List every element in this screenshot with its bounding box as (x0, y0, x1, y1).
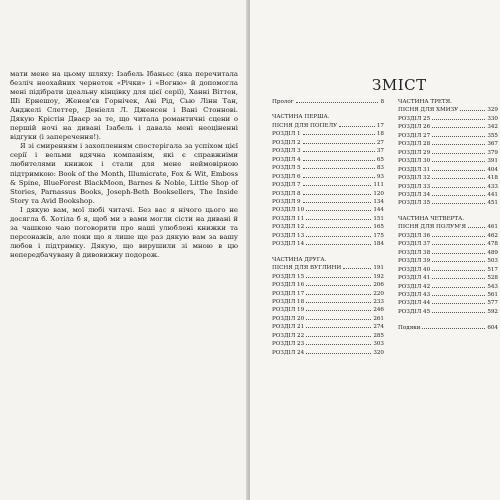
toc-page-number: 18 (376, 131, 384, 138)
toc-entry[interactable] (398, 232, 498, 240)
dot-leader (432, 136, 485, 137)
toc-page-number: 503 (487, 258, 498, 265)
toc-page-number: 543 (487, 283, 498, 290)
toc-entry-label: РОЗДІЛ 1 (272, 131, 301, 138)
toc-entry-label: РОЗДІЛ 35 (398, 200, 431, 207)
toc-column-left (272, 98, 384, 357)
toc-entry[interactable] (272, 240, 384, 248)
toc-page-number: 528 (487, 275, 498, 282)
toc-entry[interactable] (272, 130, 384, 138)
toc-entry[interactable] (398, 191, 498, 199)
dot-leader (432, 303, 485, 304)
toc-page-number: 329 (487, 107, 498, 114)
toc-entry[interactable] (272, 173, 384, 181)
dot-leader (306, 310, 371, 311)
toc-page-number: 93 (376, 173, 384, 180)
toc-entry-label: РОЗДІЛ 32 (398, 175, 431, 182)
toc-entry-label: РОЗДІЛ 3 (272, 148, 301, 155)
dot-leader (432, 178, 485, 179)
toc-page-number: 151 (373, 215, 384, 222)
paragraph: мати мене на цьому шляху: Ізабель Ібаньєс (яка перечитала безліч неохайних чернеток «Річки» і «Вогню» й допомогла мені підібрати ідеальну кінцівку для цієї серії), Ханні Віттен, Ші Ернешоу, Женев'єв Горнічек, Аві Рід, Сью Лінн Тан, Анджелі Слеттер, Деніелл Л. Дженсен і Вані Стоннові. Дякую Крістін Дваєр за те, що читала романтичні сцени о першій ночі на дивані Ізабель і давала мені неоціненні відгуки (і заперечення!). (10, 70, 238, 142)
toc-entry-label: РОЗДІЛ 22 (272, 332, 305, 339)
toc-entry-label: РОЗДІЛ 11 (272, 215, 305, 222)
toc-page-number: 175 (373, 232, 384, 239)
toc-page-number: 144 (373, 207, 384, 214)
toc-entry-label: РОЗДІЛ 19 (272, 307, 305, 314)
toc-entry[interactable] (398, 249, 498, 257)
dot-leader (303, 151, 375, 152)
toc-entry[interactable] (272, 147, 384, 155)
toc-entry-label: РОЗДІЛ 28 (398, 141, 431, 148)
toc-entry[interactable] (272, 298, 384, 306)
toc-entry-label: РОЗДІЛ 20 (272, 315, 305, 322)
dot-leader (432, 195, 485, 196)
toc-entry[interactable] (398, 299, 498, 307)
left-page (0, 0, 248, 500)
toc-page-number: 404 (487, 166, 498, 173)
toc-entry[interactable] (272, 215, 384, 223)
toc-page-number: 220 (373, 290, 384, 297)
dot-leader (303, 134, 375, 135)
toc-page-number: 206 (373, 282, 384, 289)
dot-leader (432, 287, 485, 288)
toc-entry[interactable] (398, 149, 498, 157)
toc-entry-label: РОЗДІЛ 23 (272, 341, 305, 348)
toc-entry-label: РОЗДІЛ 40 (398, 266, 431, 273)
toc-entry-label: Подяки (398, 325, 421, 332)
dot-leader (432, 295, 485, 296)
toc-entry[interactable] (398, 274, 498, 282)
toc-entry[interactable] (272, 306, 384, 314)
toc-entry[interactable] (272, 139, 384, 147)
toc-part-title: ЧАСТИНА ПЕРША. (272, 114, 330, 121)
dot-leader (306, 302, 371, 303)
toc-entry-label: РОЗДІЛ 15 (272, 273, 305, 280)
toc-entry[interactable] (272, 273, 384, 281)
dot-leader (306, 319, 371, 320)
dot-leader (432, 312, 485, 313)
toc-entry[interactable] (272, 349, 384, 357)
toc-entry-label: РОЗДІЛ 34 (398, 191, 431, 198)
toc-entry[interactable] (272, 332, 384, 340)
dot-leader (306, 227, 371, 228)
toc-entry[interactable] (398, 266, 498, 274)
toc-page-number: 285 (373, 332, 384, 339)
toc-part-subtitle-row[interactable] (272, 122, 384, 130)
toc-page-number: 134 (373, 198, 384, 205)
dot-leader (339, 126, 375, 127)
toc-entry[interactable] (398, 157, 498, 165)
dot-leader (432, 270, 485, 271)
dot-leader (303, 185, 372, 186)
dot-leader (432, 236, 485, 237)
toc-entry-label: РОЗДІЛ 33 (398, 183, 431, 190)
dot-leader (432, 127, 485, 128)
toc-page-number: 451 (487, 200, 498, 207)
dot-leader (306, 336, 371, 337)
toc-page-number: 577 (487, 300, 498, 307)
dot-leader (306, 327, 371, 328)
dot-leader (306, 294, 371, 295)
toc-page-number: 367 (487, 141, 498, 148)
dot-leader (432, 170, 485, 171)
toc-entry[interactable] (398, 324, 498, 332)
dot-leader (303, 177, 375, 178)
dot-leader (432, 203, 485, 204)
dot-leader (303, 143, 375, 144)
toc-page-number: 418 (487, 175, 498, 182)
toc-entry-label: РОЗДІЛ 13 (272, 232, 305, 239)
dot-leader (306, 210, 371, 211)
toc-entry-label: РОЗДІЛ 21 (272, 324, 305, 331)
toc-entry-label: РОЗДІЛ 6 (272, 173, 301, 180)
toc-entry-label: РОЗДІЛ 8 (272, 190, 301, 197)
toc-entry-label: РОЗДІЛ 38 (398, 249, 431, 256)
dot-leader (303, 194, 372, 195)
toc-page-number: 8 (380, 99, 384, 105)
dot-leader (432, 153, 485, 154)
toc-entry-label: Пролог (272, 99, 294, 105)
toc-entry[interactable] (398, 240, 498, 248)
toc-page-number: 489 (487, 249, 498, 256)
toc-page-number: 461 (487, 224, 498, 231)
toc-part-subtitle: ПІСНЯ ДЛЯ ХМИЗУ (398, 107, 459, 114)
toc-page-number: 303 (373, 341, 384, 348)
toc-entry-label: РОЗДІЛ 12 (272, 224, 305, 231)
dot-leader (303, 168, 375, 169)
toc-column-right (398, 98, 498, 333)
toc-part-subtitle: ПІСНЯ ДЛЯ ПОПЕЛУ (272, 122, 338, 129)
toc-page-number: 478 (487, 241, 498, 248)
toc-entry-label: РОЗДІЛ 30 (398, 158, 431, 165)
toc-part-heading (398, 98, 498, 115)
toc-part-title: ЧАСТИНА ТРЕТЯ. (398, 99, 452, 105)
dot-leader (422, 328, 485, 329)
toc-part-title: ЧАСТИНА ДРУГА. (272, 256, 327, 263)
toc-entry-label: РОЗДІЛ 25 (398, 115, 431, 122)
toc-entry[interactable] (398, 199, 498, 207)
dot-leader (343, 268, 371, 269)
toc-page-number: 261 (373, 315, 384, 322)
toc-part-heading (398, 215, 498, 232)
toc-entry[interactable] (398, 291, 498, 299)
dot-leader (306, 244, 371, 245)
toc-entry[interactable] (398, 166, 498, 174)
toc-page-number: 379 (487, 149, 498, 156)
toc-entry[interactable] (398, 183, 498, 191)
toc-entry[interactable] (272, 206, 384, 214)
dot-leader (306, 277, 371, 278)
toc-entry[interactable] (272, 190, 384, 198)
dot-leader (306, 236, 371, 237)
dot-leader (306, 285, 371, 286)
toc-page-number: 592 (487, 308, 498, 315)
toc-entry[interactable] (398, 115, 498, 123)
toc-entry-label: РОЗДІЛ 26 (398, 124, 431, 131)
dot-leader (460, 110, 485, 111)
toc-entry-label: РОЗДІЛ 2 (272, 139, 301, 146)
toc-page-number: 604 (487, 325, 498, 332)
dot-leader (432, 244, 485, 245)
toc-entry-label: РОЗДІЛ 29 (398, 149, 431, 156)
toc-page-number: 65 (376, 156, 384, 163)
acknowledgements-text (10, 70, 238, 260)
toc-entry[interactable] (398, 257, 498, 265)
toc-page-number: 165 (373, 224, 384, 231)
toc-entry[interactable] (398, 123, 498, 131)
toc-part-subtitle-row[interactable] (398, 106, 498, 114)
toc-entry[interactable] (398, 132, 498, 140)
toc-page-number: 233 (373, 298, 384, 305)
toc-page-number: 111 (373, 182, 384, 189)
toc-page-number: 355 (487, 132, 498, 139)
toc-entry[interactable] (272, 223, 384, 231)
toc-entry-label: РОЗДІЛ 45 (398, 308, 431, 315)
toc-entry-label: РОЗДІЛ 5 (272, 165, 301, 172)
toc-page-number: 184 (373, 241, 384, 248)
paragraph: Я зі смиренням і захопленням спостерігала за успіхом цієї серії і вельми вдячна компаніям, які є справжніми любителями книжок і стали для мене неймовірною підтримкою: Book of the Month, Illumicrate, Fox & Wit, Emboss & Spine, BlueForest BlackMoon, Barnes & Noble, Little Shop of Stories, Parnassus Books, Joseph-Beth Booksellers, The Inside Story та Avid Bookshop. (10, 142, 238, 205)
dot-leader (432, 278, 485, 279)
dot-leader (432, 119, 485, 120)
toc-entry-label: РОЗДІЛ 44 (398, 300, 431, 307)
toc-part-heading (272, 113, 384, 130)
dot-leader (306, 353, 371, 354)
toc-entry-label: РОЗДІЛ 43 (398, 291, 431, 298)
dot-leader (432, 161, 485, 162)
toc-part-subtitle: ПІСНЯ ДЛЯ ВУГЛИНИ (272, 265, 342, 272)
toc-entry-label: РОЗДІЛ 42 (398, 283, 431, 290)
toc-entry[interactable] (272, 181, 384, 189)
toc-part-subtitle-row[interactable] (398, 223, 498, 231)
dot-leader (432, 253, 485, 254)
dot-leader (306, 219, 371, 220)
toc-part-heading (272, 256, 384, 273)
toc-page-number: 83 (376, 165, 384, 172)
toc-entry-label: РОЗДІЛ 27 (398, 132, 431, 139)
toc-entry[interactable] (272, 232, 384, 240)
toc-part-subtitle: ПІСНЯ ДЛЯ ПОЛУМ'Я (398, 224, 467, 231)
toc-entry[interactable] (272, 98, 384, 106)
toc-page-number: 274 (373, 324, 384, 331)
toc-page-number: 441 (487, 191, 498, 198)
toc-page-number: 342 (487, 124, 498, 131)
toc-entry-label: РОЗДІЛ 7 (272, 182, 301, 189)
toc-page-number: 191 (373, 265, 384, 272)
toc-entry-label: РОЗДІЛ 14 (272, 241, 305, 248)
toc-entry-label: РОЗДІЛ 41 (398, 275, 431, 282)
toc-entry[interactable] (398, 283, 498, 291)
dot-leader (296, 102, 379, 103)
dot-leader (468, 227, 485, 228)
toc-page-number: 27 (376, 139, 384, 146)
toc-page-number: 433 (487, 183, 498, 190)
toc-entry-label: РОЗДІЛ 4 (272, 156, 301, 163)
toc-page-number: 37 (376, 148, 384, 155)
toc-entry-label: РОЗДІЛ 37 (398, 241, 431, 248)
toc-page-number: 17 (376, 122, 384, 129)
toc-entry[interactable] (272, 156, 384, 164)
toc-page-number: 192 (373, 273, 384, 280)
toc-page-number: 320 (373, 349, 384, 356)
dot-leader (432, 261, 485, 262)
dot-leader (306, 344, 371, 345)
toc-entry[interactable] (272, 164, 384, 172)
toc-entry-label: РОЗДІЛ 31 (398, 166, 431, 173)
toc-entry-label: РОЗДІЛ 10 (272, 207, 305, 214)
toc-spacer (398, 316, 498, 324)
toc-entry-label: РОЗДІЛ 36 (398, 232, 431, 239)
toc-page-number: 120 (373, 190, 384, 197)
toc-page-number: 330 (487, 115, 498, 122)
toc-page-number: 561 (487, 291, 498, 298)
toc-entry-label: РОЗДІЛ 9 (272, 198, 301, 205)
toc-entry[interactable] (398, 174, 498, 182)
toc-entry[interactable] (398, 140, 498, 148)
toc-page-number: 246 (373, 307, 384, 314)
toc-page-number: 391 (487, 158, 498, 165)
toc-entry-label: РОЗДІЛ 39 (398, 258, 431, 265)
paragraph: І дякую вам, мої любі читачі. Без вас я нічого цього не досягла б. Хотіла б я, щоб ми з вами могли сісти на дивані й за чашкою чаю поговорити про наші улюблені книжки та персонажів, але поки що я лише ще раз дякую вам за вашу любов і підтримку. Дякую, що вирушили зі мною в цю непередбачувану й дивовижну подорож. (10, 205, 238, 259)
dot-leader (432, 187, 485, 188)
toc-entry-label: РОЗДІЛ 18 (272, 298, 305, 305)
toc-entry[interactable] (272, 198, 384, 206)
toc-entry[interactable] (272, 315, 384, 323)
toc-page-number: 517 (487, 266, 498, 273)
toc-entry[interactable] (272, 340, 384, 348)
toc-entry[interactable] (398, 308, 498, 316)
toc-part-subtitle-row[interactable] (272, 264, 384, 272)
toc-entry[interactable] (272, 290, 384, 298)
toc-entry-label: РОЗДІЛ 17 (272, 290, 305, 297)
dot-leader (303, 202, 372, 203)
toc-entry[interactable] (272, 323, 384, 331)
toc-entry-label: РОЗДІЛ 24 (272, 349, 305, 356)
toc-title: ЗМІСТ (372, 76, 427, 94)
dot-leader (432, 144, 485, 145)
toc-part-title: ЧАСТИНА ЧЕТВЕРТА. (398, 215, 465, 222)
dot-leader (303, 160, 375, 161)
toc-entry[interactable] (272, 281, 384, 289)
toc-entry-label: РОЗДІЛ 16 (272, 282, 305, 289)
toc-page-number: 462 (487, 232, 498, 239)
